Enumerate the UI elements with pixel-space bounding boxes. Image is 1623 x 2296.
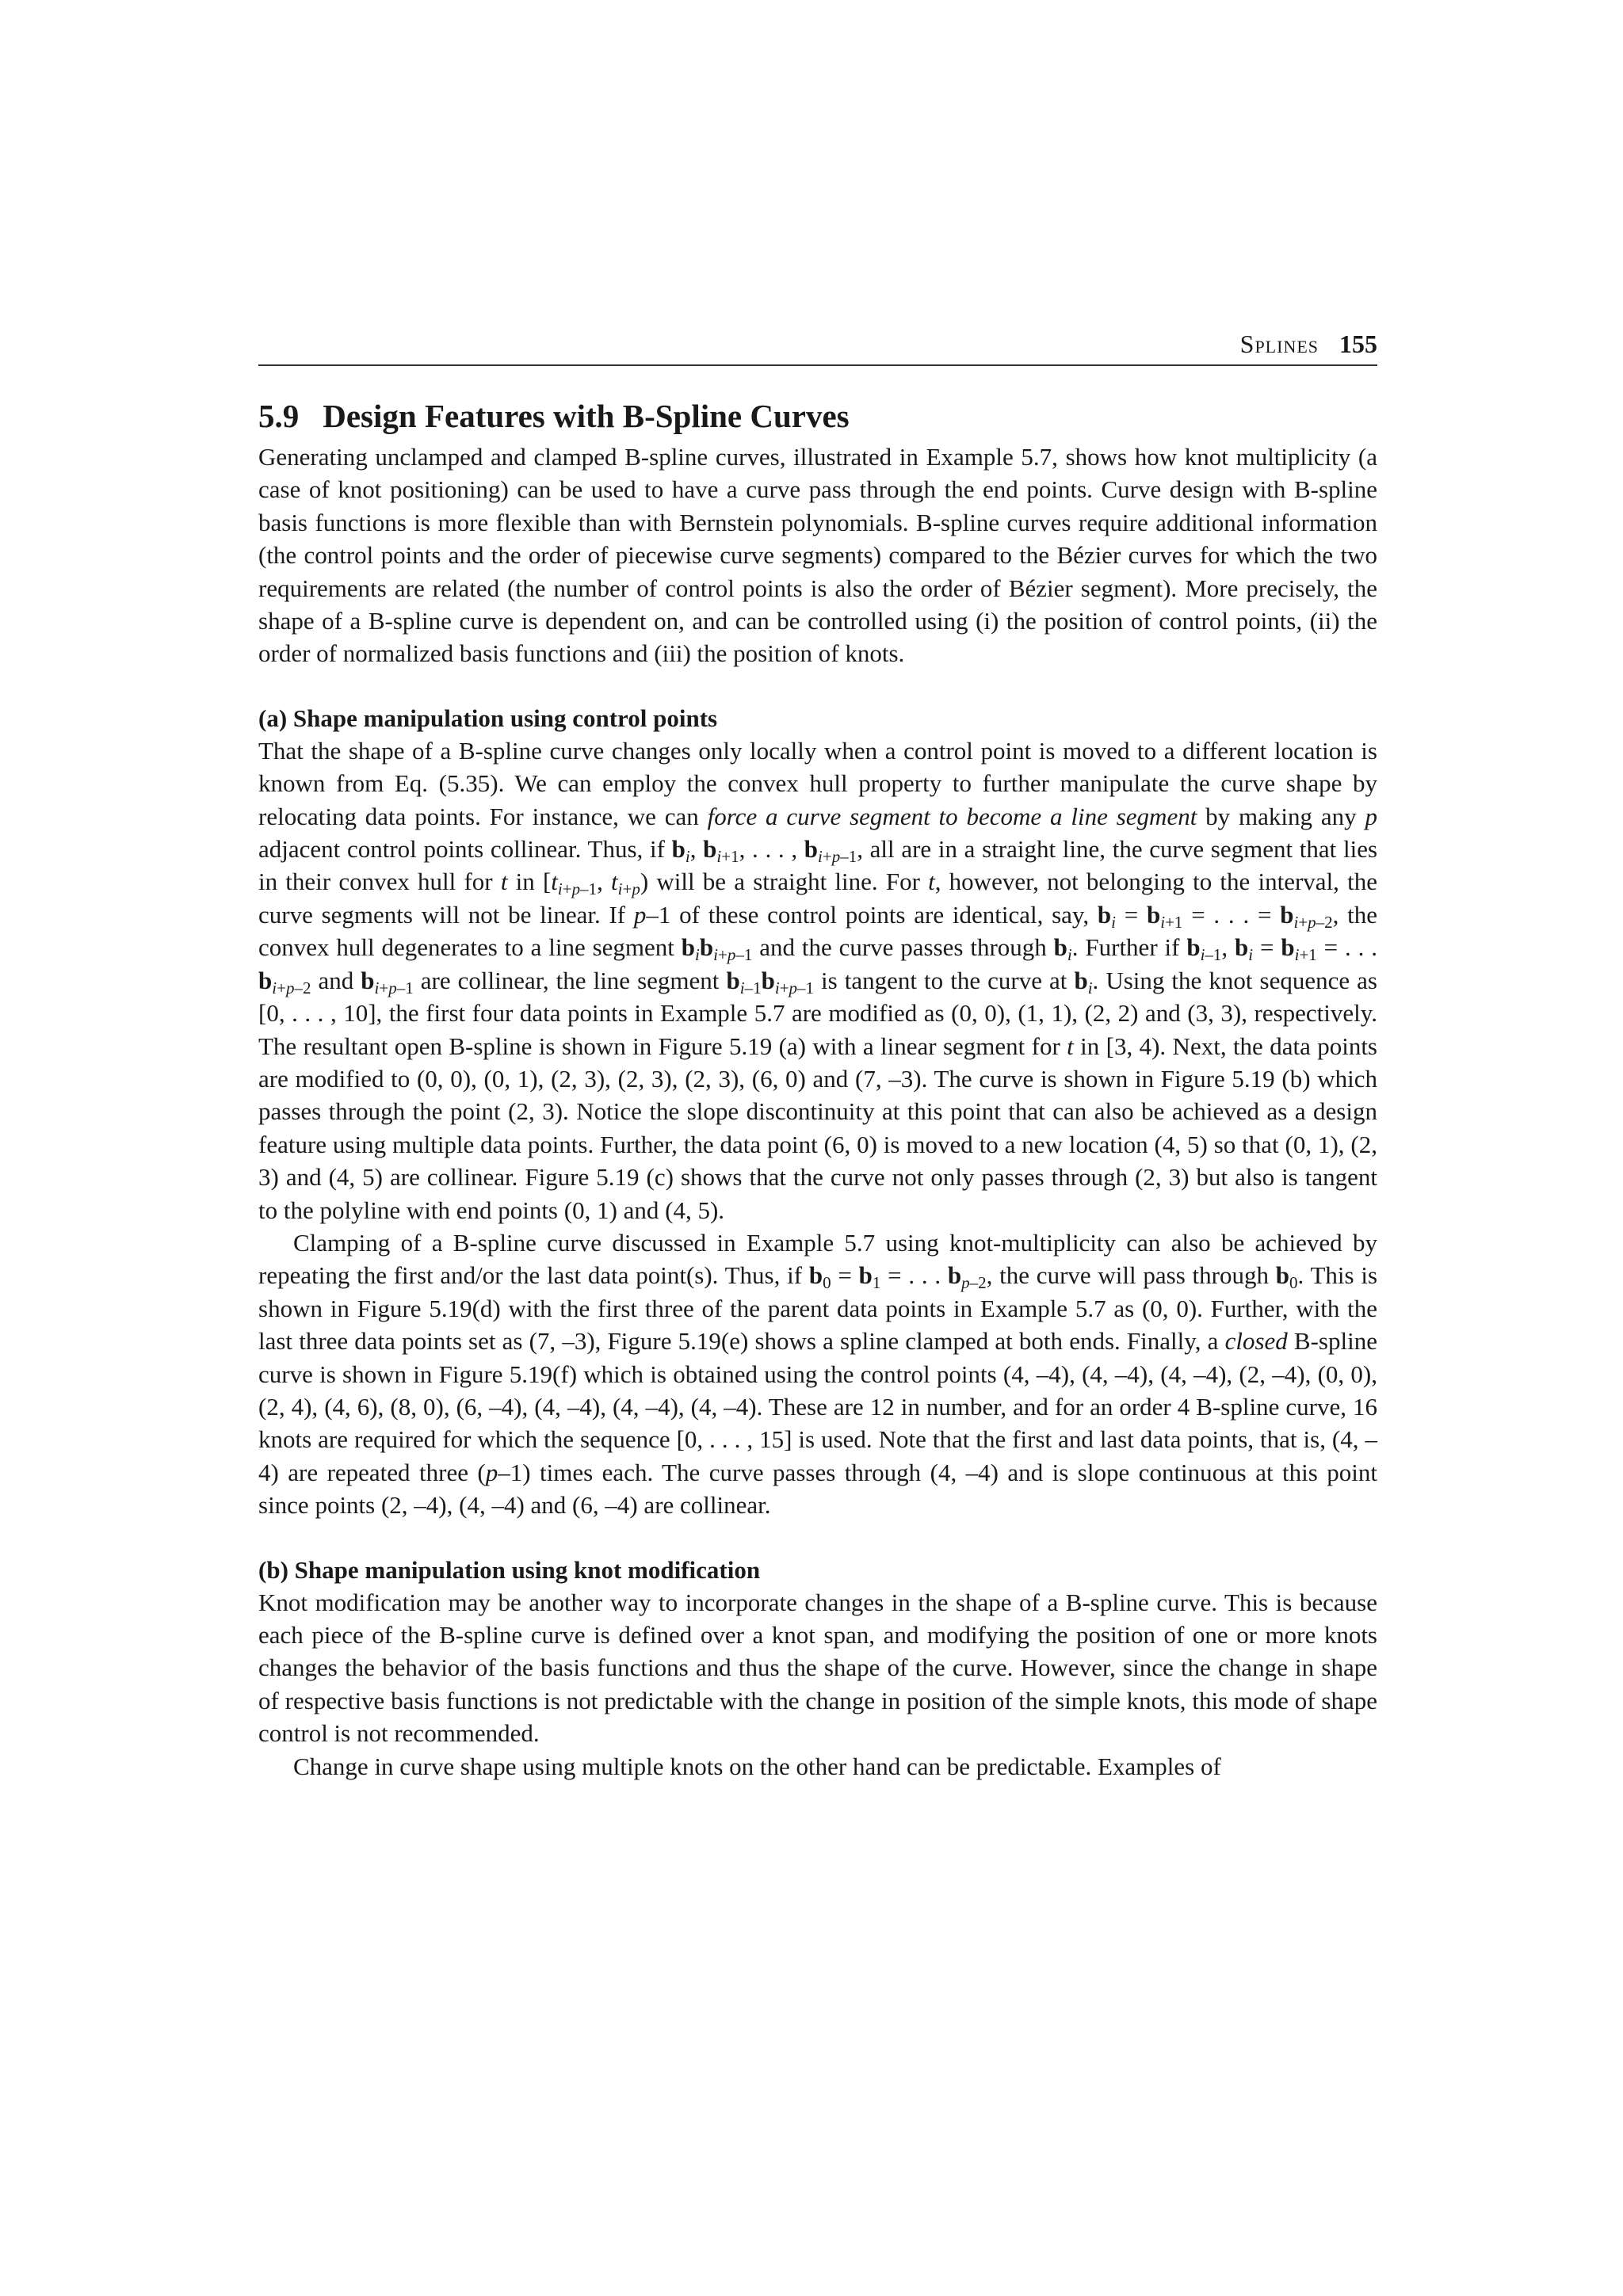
section-number: 5.9 [258,398,300,434]
subsection-a-heading: (a) Shape manipulation using control points [258,704,718,732]
subsection-b-paragraph-1: Knot modification may be another way to incorporate changes in the shape of a B-spline curve. This is because each piece of the B-spline curve is defined over a knot span, and modifying the position of one or more knots changes the behavior of the basis functions and thus the shape of the curve. However, since the change in shape of respective basis functions is not predictable with the change in position of the simple knots, this mode of shape control is not recommended. [258,1588,1377,1748]
running-head [258,328,1377,366]
subsection-a-paragraph-1: That the shape of a B-spline curve changes only locally when a control point is moved to a different location is known from Eq. (5.35). We can employ the convex hull property to further manipulate the curve shape by relocating data points. For instance, we can force a curve segment to become a line segment by making any p adjacent control points collinear. Thus, if $b_i$, $b_{i+1}$, . . . , $b_{i+p-1}$, all are in a straight line, the curve segment that lies in their convex hull for t in [$t_{i+p-1}$, $t_{i+p}$) will be a straight line. For t, however, not belonging to the interval, the curve segments will not be linear. If p–1 of these control points are identical, say, $b_i = b_{i+1}$ = . . . = $b_{i+p-2}$, the convex hull degenerates to a line segment $b_ib_{i+p-1}$ and the curve passes through $b_i$. Further if $b_{i-1}$, $b_i = b_{i+1}$ = . . . $b_{i+p-2}$ and $b_{i+p-1}$ are collinear, the line segment $b_{i-1}b_{i+p-1}$ is tangent to the curve at $b_i$. Using the knot sequence as [0, . . . , 10], the first four data points in Example 5.7 are modified as (0, 0), (1, 1), (2, 2) and (3, 3), respectively. The resultant open B-spline is shown in Figure 5.19 (a) with a linear segment for t in [3, 4). Next, the data points are modified to (0, 0), (0, 1), (2, 3), (2, 3), (2, 3), (6, 0) and (7, –3). The curve is shown in Figure 5.19 (b) which passes through the point (2, 3). Notice the slope discontinuity at this point that can also be achieved as a design feature using multiple data points. Further, the data point (6, 0) is moved to a new location (4, 5) so that (0, 1), (2, 3) and (4, 5) are collinear. Figure 5.19 (c) shows that the curve not only passes through (2, 3) but also is tangent to the polyline with end points (0, 1) and (4, 5). [258,736,1378,1224]
page-number: 155 [1339,330,1377,358]
subsection-a-paragraph-2: Clamping of a B-spline curve discussed in Example 5.7 using knot-multiplicity can also be achieved by repeating the first and/or the last data point(s). Thus, if $b_0 = b_1$ = . . . $b_{p-2}$, the curve will pass through $b_0$. This is shown in Figure 5.19(d) with the first three of the parent data points in Example 5.7 as (0, 0). Further, with the last three data points set as (7, –3), Figure 5.19(e) shows a spline clamped at both ends. Finally, a closed B-spline curve is shown in Figure 5.19(f) which is obtained using the control points (4, –4), (4, –4), (4, –4), (2, –4), (0, 0), (2, 4), (4, 6), (8, 0), (6, –4), (4, –4), (4, –4), (4, –4). These are 12 in number, and for an order 4 B-spline curve, 16 knots are required for which the sequence [0, . . . , 15] is used. Note that the first and last data points, that is, (4, –4) are repeated three (p–1) times each. The curve passes through (4, –4) and is slope continuous at this point since points (2, –4), (4, –4) and (6, –4) are collinear. [258,1228,1378,1520]
section-intro-paragraph: Generating unclamped and clamped B-spline curves, illustrated in Example 5.7, shows how knot multiplicity (a case of knot positioning) can be used to have a curve pass through the end points. Curve design with B-spline basis functions is more flexible than with Bernstein polynomials. B-spline curves require additional information (the control points and the order of piecewise curve segments) compared to the Bézier curves for which the two requirements are related (the number of control points is also the order of Bézier segment). More precisely, the shape of a B-spline curve is dependent on, and can be controlled using (i) the position of control points, (ii) the order of normalized basis functions and (iii) the position of knots. [258,443,1377,668]
section-heading [258,395,1377,437]
subsection-b-heading: (b) Shape manipulation using knot modification [258,1555,761,1584]
page-body [258,395,1377,1783]
running-title: Splines [1239,330,1319,358]
subsection-b-paragraph-2: Change in curve shape using multiple knots on the other hand can be predictable. Examples of [293,1752,1221,1780]
section-title: Design Features with B-Spline Curves [323,398,850,434]
